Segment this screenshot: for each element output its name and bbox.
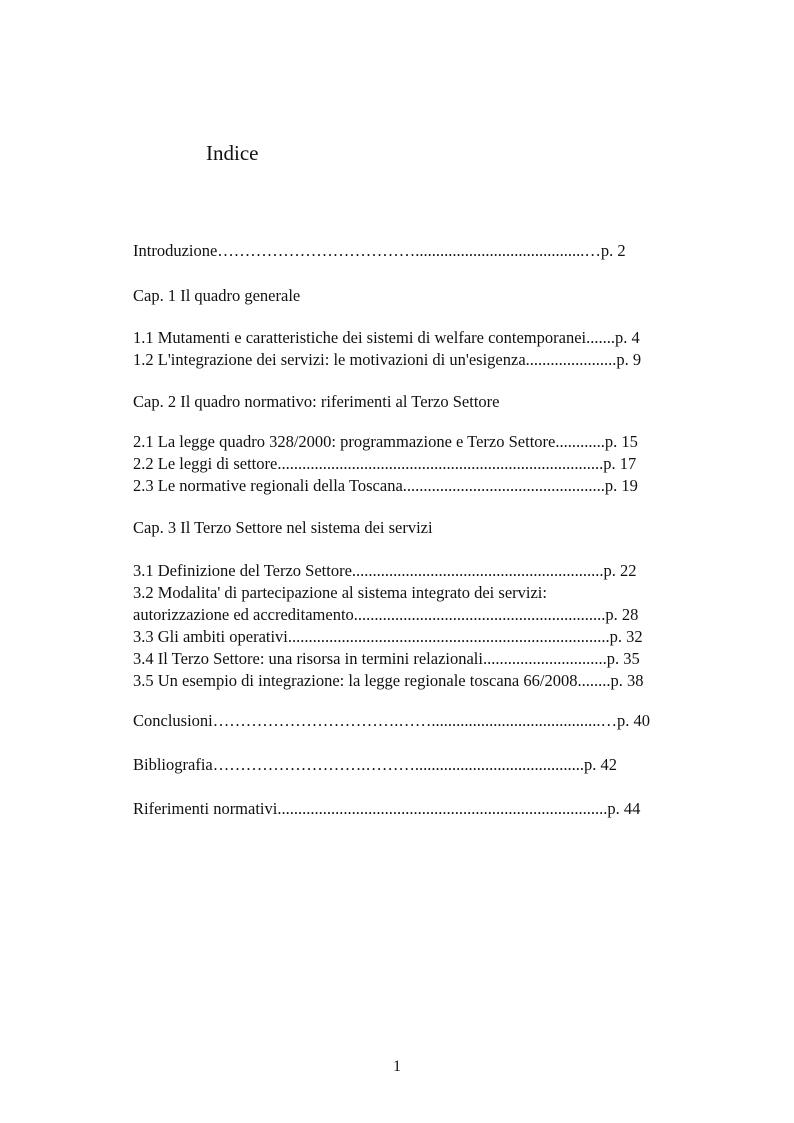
- toc-entry-3-5: 3.5 Un esempio di integrazione: la legge regionale toscana 66/2008........p. 38: [133, 671, 644, 690]
- toc-entry-3-1: 3.1 Definizione del Terzo Settore.............................................................p. 22: [133, 561, 637, 580]
- toc-entry-3-2-continued: autorizzazione ed accreditamento.............................................................p. 28: [133, 605, 639, 624]
- toc-chapter-2-heading: Cap. 2 Il quadro normativo: riferimenti al Terzo Settore: [133, 392, 500, 411]
- page-number: 1: [393, 1058, 401, 1075]
- toc-entry-1-2: 1.2 L'integrazione dei servizi: le motivazioni di un'esigenza......................p. 9: [133, 350, 642, 369]
- toc-entry-3-4: 3.4 Il Terzo Settore: una risorsa in termini relazionali..............................p. 35: [133, 649, 640, 668]
- toc-entry-2-1: 2.1 La legge quadro 328/2000: programmazione e Terzo Settore............p. 15: [133, 432, 638, 451]
- toc-title: Indice: [206, 141, 259, 165]
- toc-entry-bibliografia: Bibliografia……………………….……….........................................p. 42: [133, 755, 617, 774]
- toc-entry-2-2: 2.2 Le leggi di settore...............................................................................p. 17: [133, 454, 637, 473]
- toc-entry-3-2: 3.2 Modalita' di partecipazione al sistema integrato dei servizi:: [133, 583, 547, 602]
- toc-entry-1-1: 1.1 Mutamenti e caratteristiche dei sistemi di welfare contemporanei.......p. 4: [133, 328, 640, 347]
- toc-entry-2-3: 2.3 Le normative regionali della Toscana.................................................p. 19: [133, 476, 638, 495]
- toc-entry-introduzione: Introduzione……………………………….........................................…p. 2: [133, 241, 626, 260]
- toc-entry-conclusioni: Conclusioni…………………………….…….........................................…p. 40: [133, 711, 651, 730]
- toc-entry-riferimenti-normativi: Riferimenti normativi................................................................................p. 44: [133, 799, 641, 818]
- toc-chapter-1-heading: Cap. 1 Il quadro generale: [133, 286, 301, 305]
- toc-entry-3-3: 3.3 Gli ambiti operativi..............................................................................p. 32: [133, 627, 643, 646]
- toc-chapter-3-heading: Cap. 3 Il Terzo Settore nel sistema dei servizi: [133, 518, 433, 537]
